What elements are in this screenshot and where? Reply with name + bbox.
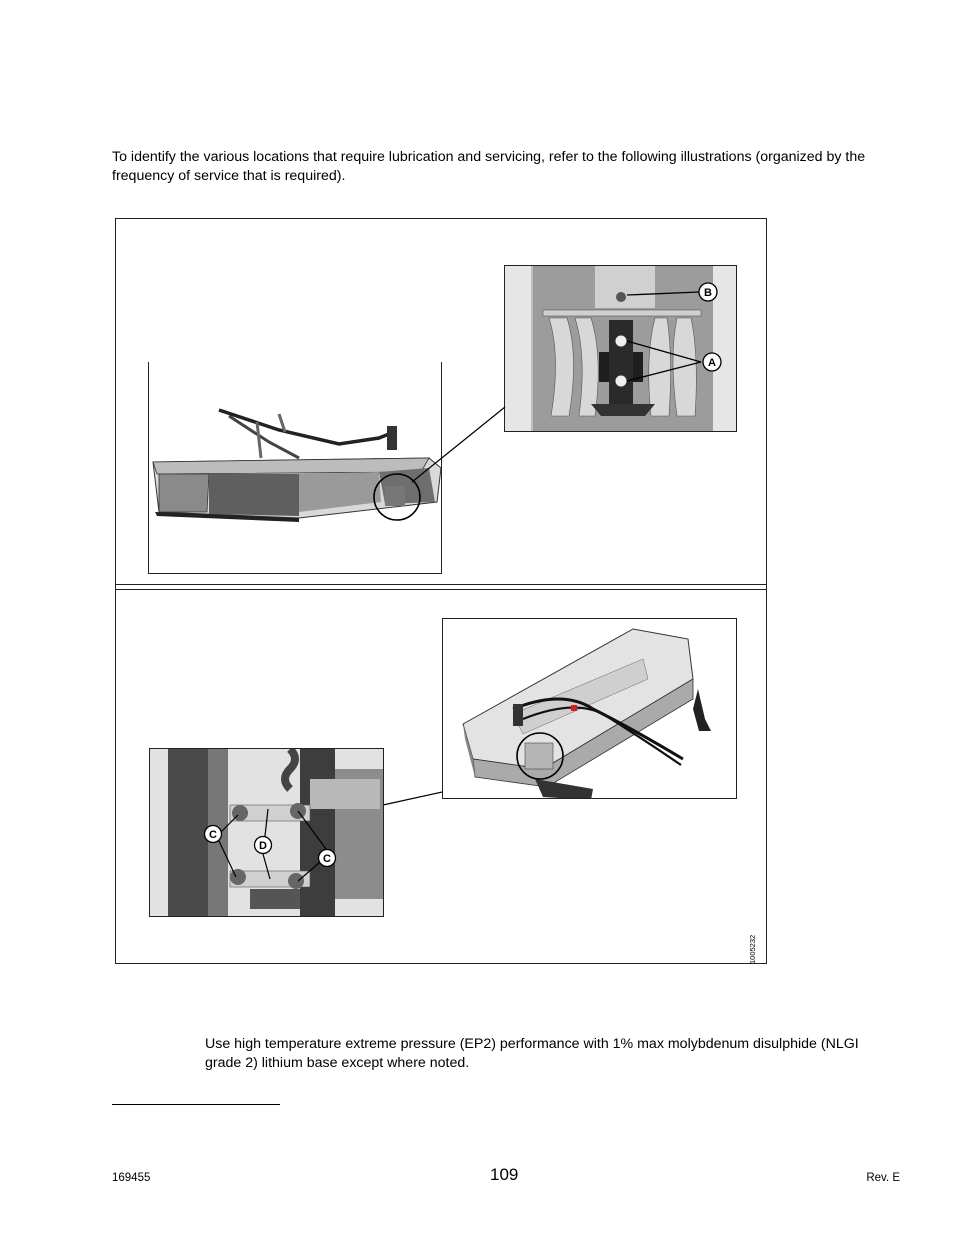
footer-doc-number: 169455 xyxy=(112,1172,151,1184)
callout-d: D xyxy=(259,840,267,852)
callout-b: B xyxy=(704,287,712,299)
intro-paragraph: To identify the various locations that require lubrication and servicing, refer to the following illustrations (organized by the frequency of service that is required). xyxy=(112,149,866,184)
footnote-rule xyxy=(112,1104,280,1105)
gearbox-detail-illustration xyxy=(504,265,737,432)
figure-divider xyxy=(115,584,767,585)
footer-page-number: 109 xyxy=(490,1165,519,1184)
callout-c-left: C xyxy=(209,829,217,841)
callout-a: A xyxy=(708,357,716,369)
lubricant-note: Use high temperature extreme pressure (EP2) performance with 1% max molybdenum disulphide (NLGI grade 2) lithium base except where noted. xyxy=(205,1036,859,1071)
driveline-detail-illustration xyxy=(149,748,384,917)
header-overview-illustration xyxy=(148,362,442,574)
header-rear-overview-illustration xyxy=(442,618,737,799)
figure-id: 1005232 xyxy=(748,934,757,964)
figure-divider-inner xyxy=(115,589,767,590)
callout-c-right: C xyxy=(323,853,331,865)
footer-revision: Rev. E xyxy=(866,1172,900,1184)
